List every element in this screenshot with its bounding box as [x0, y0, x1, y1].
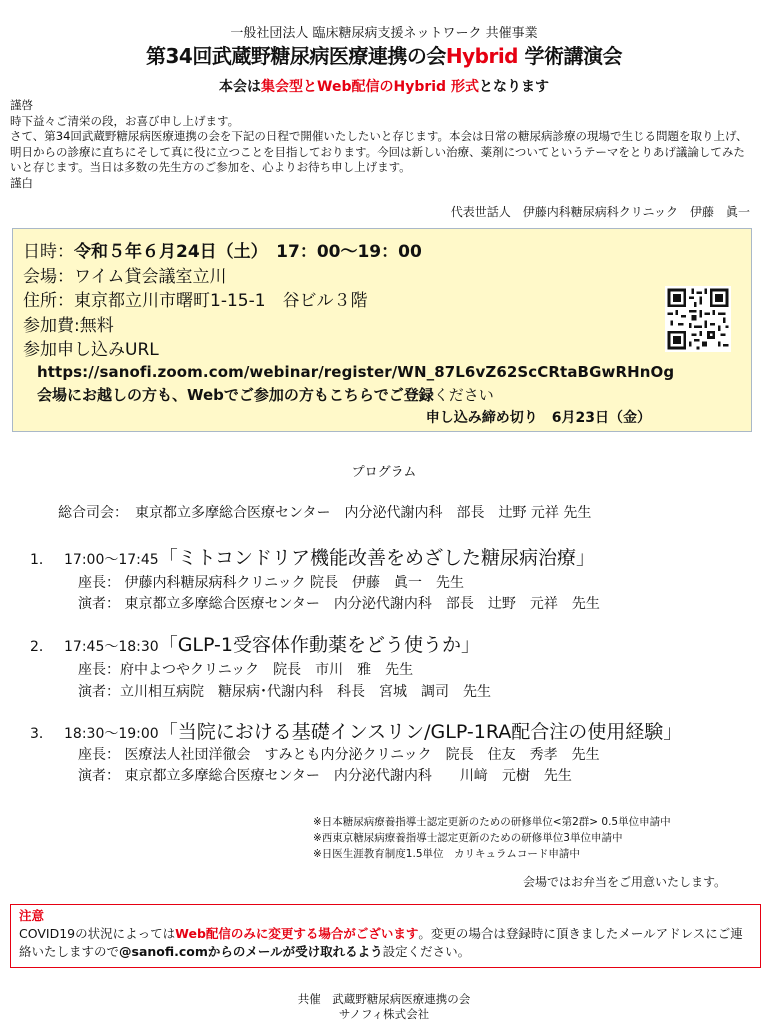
page-title: [0, 40, 768, 69]
program-moderator: 総合司会： 東京都立多摩総合医療センター 内分泌代謝内科 部長 辻野 元祥 先生: [58, 505, 592, 521]
event-fee: 参加費:無料: [23, 316, 114, 336]
talk-speaker: 演者： 東京都立多摩総合医療センター 内分泌代謝内科 部長 辻野 元祥 先生: [78, 596, 600, 612]
title-main: 第34回武蔵野糖尿病医療連携の会: [146, 44, 446, 68]
qr-code-icon[interactable]: [665, 286, 731, 352]
talk-title: 「当院における基礎インスリン/GLP-1RA配合注の使用経験」: [158, 721, 683, 743]
caution-t3: 。変更の場合は登録時に頂きましたメールアドレスにご連絡いたしますので: [19, 926, 743, 959]
registration-url-label: 参加申し込みURL: [23, 340, 159, 360]
talk-title: 「GLP-1受容体作動薬をどう使うか」: [158, 634, 480, 656]
host-line-1: 共催 武蔵野糖尿病医療連携の会: [297, 992, 471, 1006]
title-suffix: 学術講演会: [518, 44, 622, 68]
bento-note: 会場ではお弁当をご用意いたします。: [522, 875, 726, 889]
talk-time: 18:30～19:00: [64, 726, 159, 742]
talk-speaker: 演者：立川相互病院 糖尿病･代謝内科 科長 宮城 調司 先生: [78, 684, 491, 700]
talk-chair: 座長： 医療法人社団洋徹会 すみとも内分泌クリニック 院長 住友 秀孝 先生: [78, 747, 600, 763]
subtitle-c: となります: [478, 79, 549, 95]
letter-body: さて、第34回武蔵野糖尿病医療連携の会を下記の日程で開催いたしたいと存じます。本会は日常の糖尿病診療の現場で生じる問題を取り上げ、明日からの診療に直ちにそして真に役に立つことを目指しております。今回は新しい治療、薬剤についてというテーマをとりあげ議論してみたいと存じます。当日は多数の先生方のご参加を、心よりお待ち申し上げます。: [10, 129, 748, 174]
invitation-letter: [10, 98, 755, 191]
footnote: ※日本糖尿病療養指導士認定更新のための研修単位<第2群> 0.5単位申請中: [313, 816, 671, 828]
talk-title: 「ミトコンドリア機能改善をめざした糖尿病治療」: [158, 547, 595, 569]
caution-email: @sanofi.comからのメールが受け取れるよう: [119, 944, 383, 959]
credit-footnotes: [313, 814, 671, 862]
subtitle-a: 本会は: [219, 79, 262, 95]
talk-chair: 座長： 伊藤内科糖尿病科クリニック 院長 伊藤 眞一 先生: [78, 575, 465, 591]
footnote: ※西東京糖尿病療養指導士認定更新のための研修単位3単位申請中: [313, 832, 623, 844]
registration-note: [37, 384, 494, 405]
caution-t5: 設定ください。: [382, 944, 471, 959]
letter-opening: 謹啓: [10, 98, 33, 112]
talk-chair: 座長：府中よつやクリニック 院長 市川 雅 先生: [78, 662, 414, 678]
letter-greeting: 時下益々ご清栄の段，お喜び申し上げます。: [10, 113, 240, 128]
talk-speaker: 演者： 東京都立多摩総合医療センター 内分泌代謝内科 川﨑 元樹 先生: [78, 768, 572, 784]
footnote: ※日医生涯教育制度1.5単位 カリキュラムコード申請中: [313, 848, 580, 860]
caution-t1: COVID19の状況によっては: [19, 926, 176, 941]
registration-deadline: 申し込み締め切り 6月23日（金）: [425, 410, 651, 426]
date-label: 日時：: [23, 242, 74, 262]
subtitle-format: 集会型とWeb配信のHybrid 形式: [261, 79, 479, 95]
caution-box: [10, 904, 761, 968]
host-credits: [0, 992, 768, 1022]
event-venue: 会場：ワイム貸会議室立川: [23, 267, 227, 287]
program-heading: プログラム: [351, 465, 417, 480]
talk-number: 2．: [30, 639, 53, 655]
letter-signature: 代表世話人 伊藤内科糖尿病科クリニック 伊藤 眞一: [450, 205, 750, 219]
talk-number: 1．: [30, 552, 53, 568]
host-line-2: サノフィ株式会社: [338, 1007, 430, 1021]
caution-warning: Web配信のみに変更する場合がございます: [175, 926, 419, 941]
date-value: 令和５年６月24日（土） 17：00～19：00: [74, 242, 422, 262]
letter-closing: 謹白: [10, 175, 33, 190]
caution-text: [19, 925, 752, 961]
event-date: [23, 237, 422, 262]
event-address: 住所：東京都立川市曙町1-15-1 谷ビル３階: [23, 291, 368, 311]
event-info-box: [12, 228, 752, 432]
organizer-line: 一般社団法人 臨床糖尿病支援ネットワーク 共催事業: [230, 26, 538, 41]
caution-title: 注意: [19, 908, 45, 923]
title-hybrid: Hybrid: [445, 44, 518, 68]
registration-note-tail: ください: [433, 386, 494, 404]
talk-time: 17:00～17:45: [64, 552, 159, 568]
registration-url-link[interactable]: https://sanofi.zoom.com/webinar/register/WN_87L6vZ62ScCRtaBGwRHnOg: [37, 363, 675, 381]
talk-header: [30, 630, 480, 657]
talk-number: 3．: [30, 726, 53, 742]
talk-header: [30, 543, 595, 570]
page-subtitle: [0, 76, 768, 96]
talk-header: [30, 717, 682, 744]
talk-time: 17:45～18:30: [64, 639, 159, 655]
registration-note-bold: 会場にお越しの方も、Webでご参加の方もこちらでご登録: [37, 386, 434, 404]
